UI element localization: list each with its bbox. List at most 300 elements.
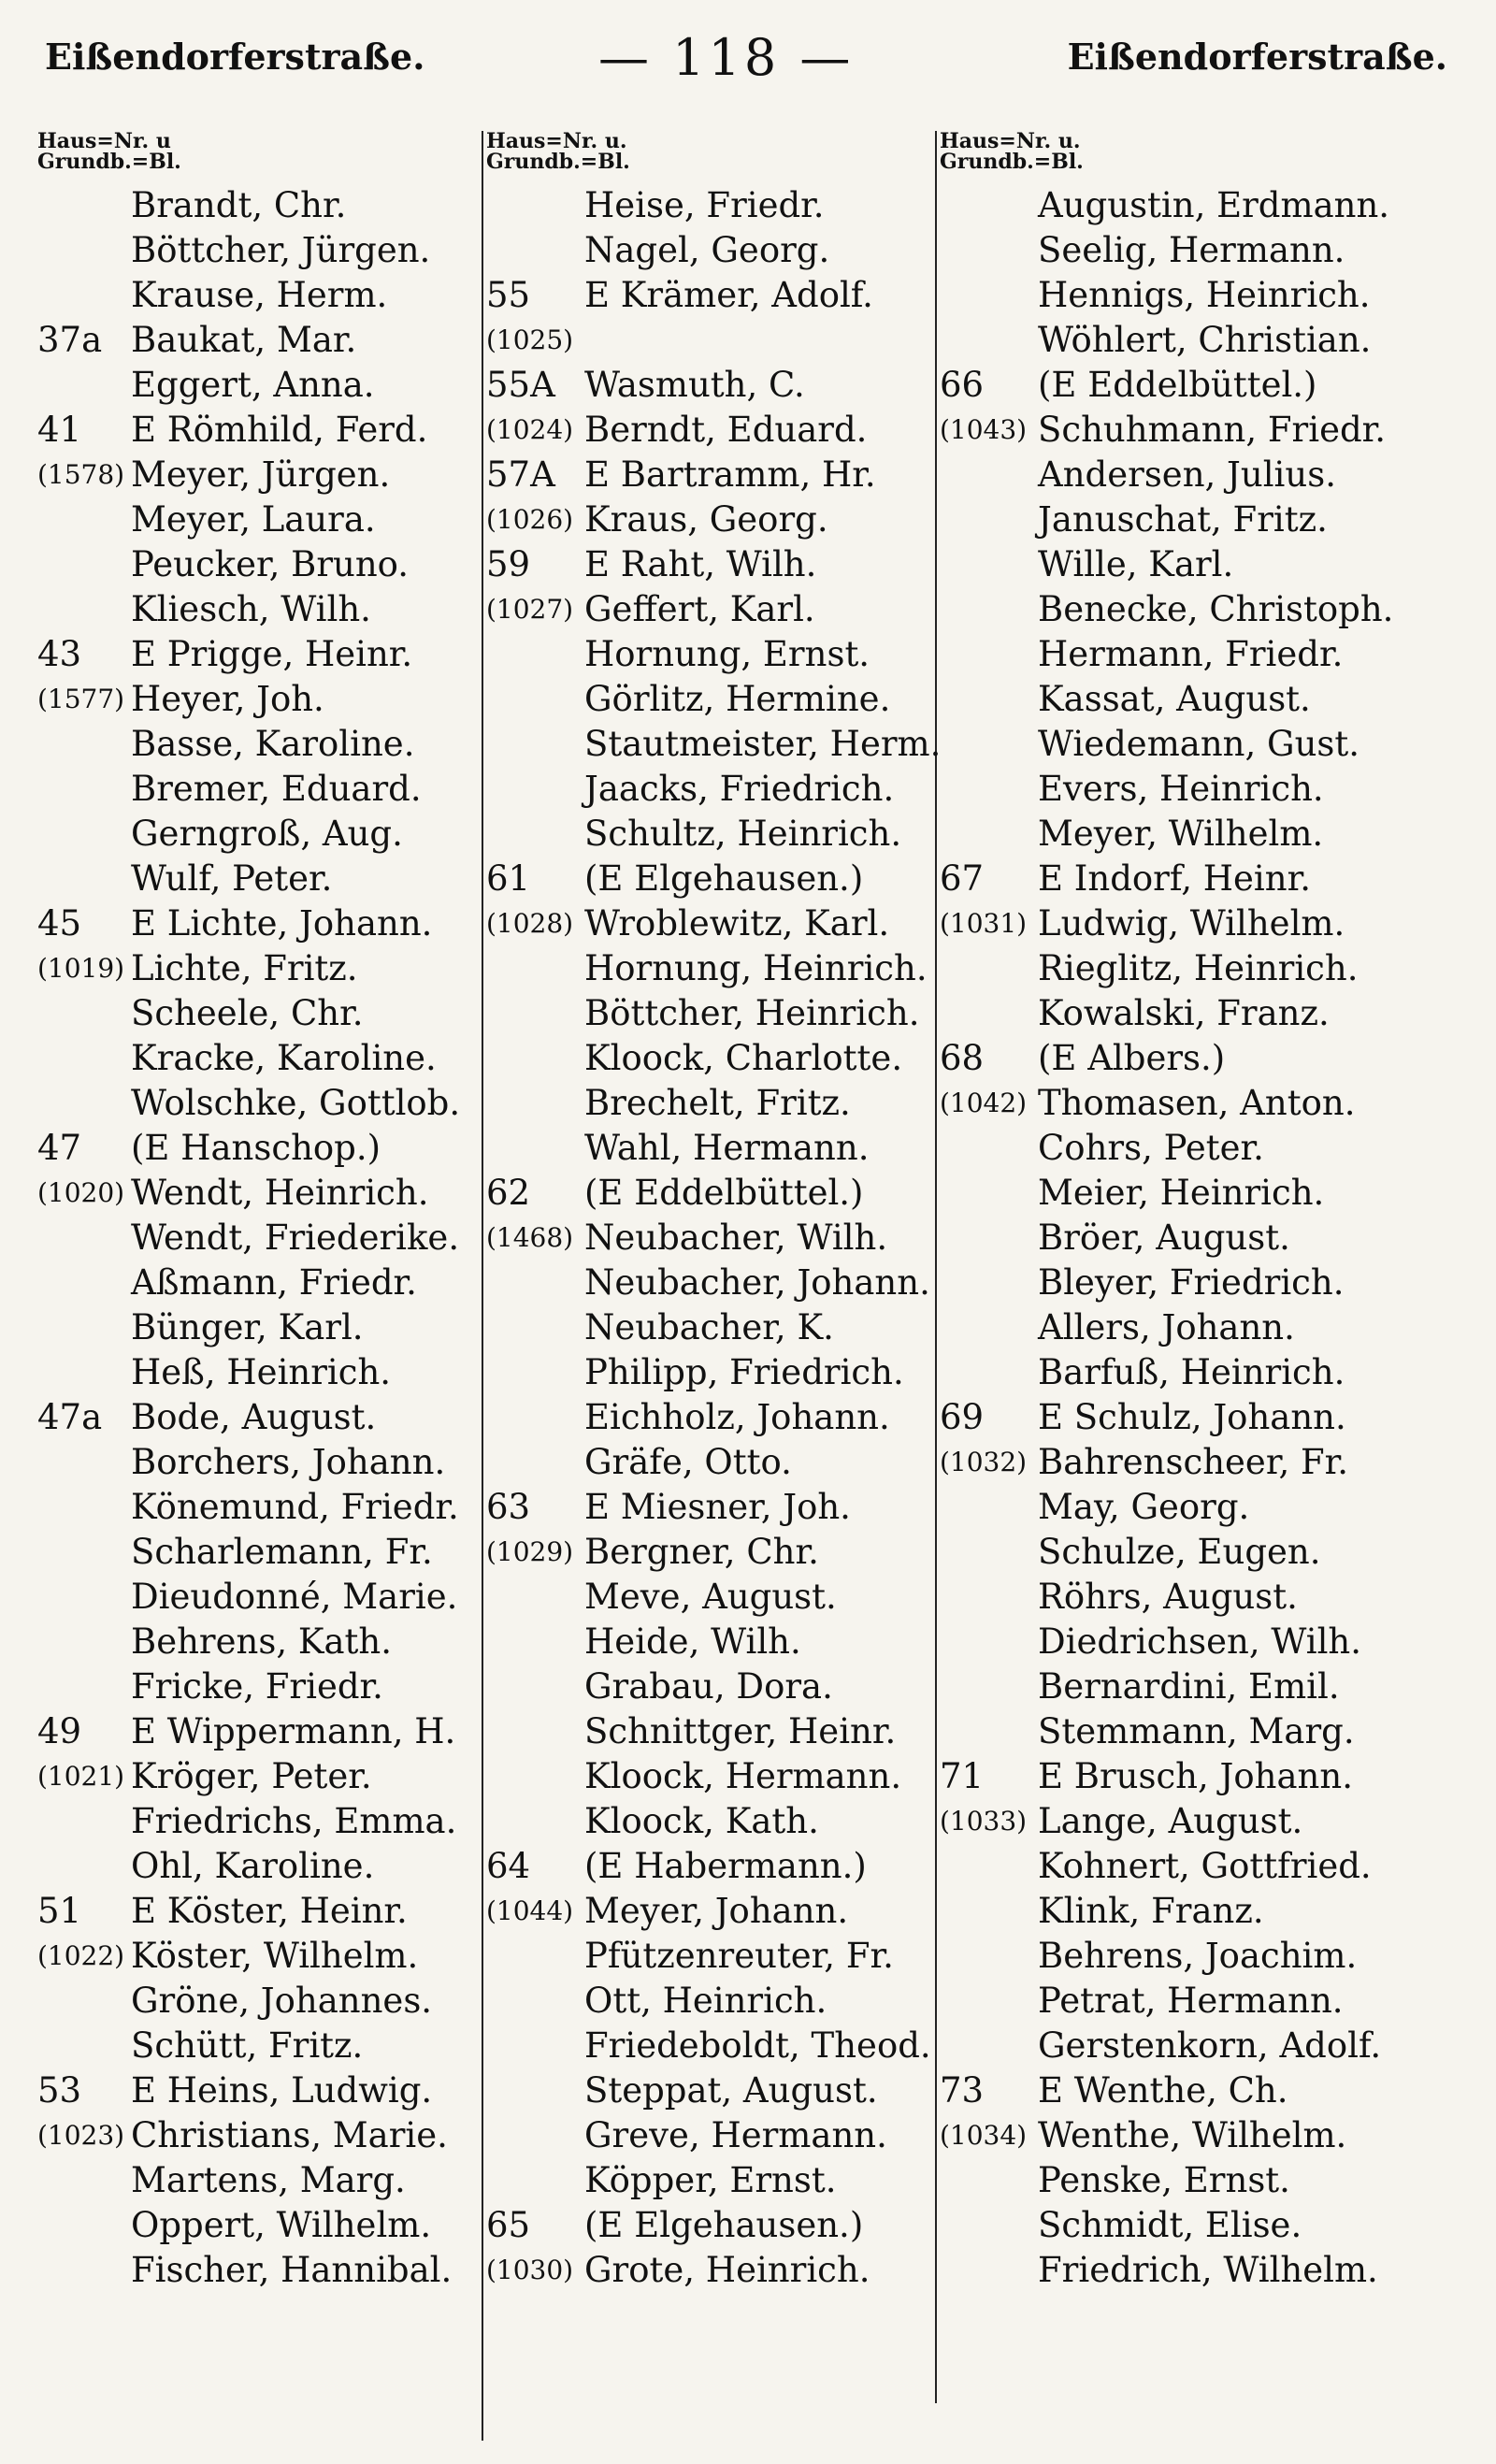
- resident-name: Krause, Herm.: [131, 275, 388, 315]
- directory-entry: [940, 1395, 1407, 1440]
- resident-name: E Köster, Heinr.: [131, 1891, 408, 1931]
- resident-name: Christians, Marie.: [131, 2115, 448, 2155]
- directory-entry: [486, 228, 954, 273]
- resident-name: Januschat, Fritz.: [1038, 499, 1328, 540]
- resident-name: (E Eddelbüttel.): [584, 1173, 864, 1213]
- resident-name: Barfuß, Heinrich.: [1038, 1352, 1345, 1392]
- column-heading: [37, 131, 505, 183]
- resident-name: Kröger, Peter.: [131, 1756, 372, 1796]
- house-number: 69: [940, 1397, 985, 1437]
- resident-name: Heide, Wilh.: [584, 1621, 801, 1662]
- directory-entry: [37, 1171, 505, 1216]
- directory-entry: [37, 722, 505, 767]
- directory-entry: [940, 228, 1407, 273]
- land-register-number: (1468): [486, 1222, 574, 1253]
- resident-name: Gerstenkorn, Adolf.: [1038, 2025, 1382, 2066]
- directory-entry: [37, 587, 505, 632]
- resident-name: E Indorf, Heinr.: [1038, 858, 1311, 899]
- resident-name: E Heins, Ludwig.: [131, 2070, 433, 2111]
- resident-name: Bremer, Eduard.: [131, 769, 422, 809]
- directory-entry: [37, 1305, 505, 1350]
- directory-entry: [37, 991, 505, 1036]
- directory-entry: [37, 1709, 505, 1754]
- resident-name: Hermann, Friedr.: [1038, 634, 1344, 674]
- resident-name: Lange, August.: [1038, 1801, 1303, 1841]
- resident-name: E Bartramm, Hr.: [584, 454, 876, 495]
- resident-name: Klink, Franz.: [1038, 1891, 1264, 1931]
- directory-entry: [940, 453, 1407, 497]
- resident-name: Jaacks, Friedrich.: [584, 769, 895, 809]
- directory-entry: [37, 273, 505, 318]
- directory-entry: [37, 1575, 505, 1620]
- resident-name: Basse, Karoline.: [131, 724, 415, 764]
- house-number: 47: [37, 1128, 82, 1168]
- resident-name: Bröer, August.: [1038, 1218, 1290, 1258]
- resident-name: Brandt, Chr.: [131, 185, 347, 225]
- house-number: 55: [486, 275, 531, 315]
- directory-entry: [486, 2113, 954, 2158]
- directory-entry: [486, 1081, 954, 1126]
- land-register-number: (1577): [37, 684, 125, 714]
- resident-name: Heyer, Joh.: [131, 679, 324, 719]
- directory-entry: [940, 1934, 1407, 1979]
- resident-name: Berndt, Eduard.: [584, 410, 868, 450]
- street-header-left: Eißendorferstraße.: [45, 36, 425, 78]
- resident-name: Friedrich, Wilhelm.: [1038, 2250, 1378, 2290]
- resident-name: Kliesch, Wilh.: [131, 589, 371, 629]
- directory-entry: [940, 2248, 1407, 2293]
- directory-entry: [37, 1934, 505, 1979]
- resident-name: Andersen, Julius.: [1038, 454, 1336, 495]
- resident-name: Steppat, August.: [584, 2070, 878, 2111]
- resident-name: Pfützenreuter, Fr.: [584, 1936, 894, 1976]
- directory-entry: [940, 273, 1407, 318]
- directory-entry: [486, 2068, 954, 2113]
- directory-entry: [37, 2113, 505, 2158]
- directory-entry: [940, 408, 1407, 453]
- directory-entry: [940, 857, 1407, 901]
- resident-name: Bahrenscheer, Fr.: [1038, 1442, 1349, 1482]
- resident-name: Penske, Ernst.: [1038, 2160, 1290, 2200]
- directory-entry: [486, 497, 954, 542]
- directory-entry: [486, 1889, 954, 1934]
- directory-entry: [486, 1305, 954, 1350]
- house-number: 64: [486, 1846, 531, 1886]
- directory-entry: [37, 1844, 505, 1889]
- resident-name: E Wippermann, H.: [131, 1711, 456, 1751]
- directory-entry: [37, 453, 505, 497]
- directory-entry: [486, 1664, 954, 1709]
- directory-entry: [486, 1799, 954, 1844]
- directory-entry: [940, 363, 1407, 408]
- directory-entry: [940, 677, 1407, 722]
- directory-entry: [940, 632, 1407, 677]
- directory-entry: [940, 1979, 1407, 2024]
- resident-name: Borchers, Johann.: [131, 1442, 446, 1482]
- directory-entry: [940, 1844, 1407, 1889]
- directory-entry: [940, 1126, 1407, 1171]
- resident-name: Schnittger, Heinr.: [584, 1711, 897, 1751]
- directory-entry: [37, 901, 505, 946]
- house-number: 45: [37, 903, 82, 944]
- resident-name: Wöhlert, Christian.: [1038, 320, 1372, 360]
- directory-entry: [940, 1530, 1407, 1575]
- resident-name: Meyer, Wilhelm.: [1038, 814, 1324, 854]
- resident-name: Diedrichsen, Wilh.: [1038, 1621, 1362, 1662]
- directory-entry: [486, 1485, 954, 1530]
- directory-entry: [37, 1036, 505, 1081]
- directory-entry: [486, 408, 954, 453]
- directory-entry: [940, 1889, 1407, 1934]
- directory-entry: [486, 677, 954, 722]
- resident-name: Friedrichs, Emma.: [131, 1801, 457, 1841]
- directory-entry: [37, 1530, 505, 1575]
- resident-name: Wendt, Friederike.: [131, 1218, 460, 1258]
- resident-name: Kloock, Hermann.: [584, 1756, 902, 1796]
- directory-entry: [486, 946, 954, 991]
- land-register-number: (1043): [940, 414, 1028, 445]
- directory-entry: [486, 2024, 954, 2068]
- column-heading-house-no: Haus=Nr. u: [37, 129, 171, 153]
- resident-name: Hennigs, Heinrich.: [1038, 275, 1371, 315]
- directory-entry: [37, 363, 505, 408]
- land-register-number: (1026): [486, 504, 574, 535]
- resident-name: Evers, Heinrich.: [1038, 769, 1324, 809]
- directory-entry: [940, 2024, 1407, 2068]
- directory-entry: [37, 1261, 505, 1305]
- land-register-number: (1033): [940, 1806, 1028, 1837]
- directory-entry: [37, 1979, 505, 2024]
- resident-name: Kassat, August.: [1038, 679, 1311, 719]
- resident-name: Köpper, Ernst.: [584, 2160, 837, 2200]
- resident-name: E Raht, Wilh.: [584, 544, 817, 584]
- directory-entry: [486, 1171, 954, 1216]
- directory-entry: [940, 1171, 1407, 1216]
- directory-entry: [486, 542, 954, 587]
- house-number: 51: [37, 1891, 82, 1931]
- resident-name: Kohnert, Gottfried.: [1038, 1846, 1372, 1886]
- land-register-number: (1578): [37, 459, 125, 490]
- resident-name: Gerngroß, Aug.: [131, 814, 403, 854]
- house-number: 65: [486, 2205, 531, 2245]
- directory-entry: [486, 587, 954, 632]
- resident-name: Wolschke, Gottlob.: [131, 1083, 461, 1123]
- resident-name: Stautmeister, Herm.: [584, 724, 942, 764]
- land-register-number: (1029): [486, 1536, 574, 1567]
- resident-name: Grabau, Dora.: [584, 1666, 833, 1707]
- directory-entry: [940, 318, 1407, 363]
- column-2: [486, 131, 954, 2293]
- directory-entry: [940, 901, 1407, 946]
- directory-entry: [940, 991, 1407, 1036]
- directory-entry: [940, 1036, 1407, 1081]
- house-number: 41: [37, 410, 82, 450]
- directory-entry: [940, 1485, 1407, 1530]
- resident-name: (E Eddelbüttel.): [1038, 365, 1317, 405]
- directory-entry: [37, 497, 505, 542]
- directory-entry: [940, 1575, 1407, 1620]
- house-number: 59: [486, 544, 531, 584]
- resident-name: E Lichte, Johann.: [131, 903, 433, 944]
- directory-entry: [486, 2158, 954, 2203]
- resident-name: Hornung, Heinrich.: [584, 948, 928, 988]
- resident-name: Böttcher, Heinrich.: [584, 993, 920, 1033]
- resident-name: Kloock, Kath.: [584, 1801, 819, 1841]
- land-register-number: (1025): [486, 324, 574, 355]
- directory-entry: [37, 677, 505, 722]
- resident-name: Benecke, Christoph.: [1038, 589, 1394, 629]
- resident-name: Scharlemann, Fr.: [131, 1532, 433, 1572]
- resident-name: (E Elgehausen.): [584, 858, 864, 899]
- directory-entry: [940, 1216, 1407, 1261]
- resident-name: Lichte, Fritz.: [131, 948, 358, 988]
- directory-entry: [37, 183, 505, 228]
- resident-name: Gräfe, Otto.: [584, 1442, 792, 1482]
- directory-entry: [486, 991, 954, 1036]
- directory-entry: [940, 1754, 1407, 1799]
- page-number: — 118 —: [598, 28, 855, 87]
- house-number: 68: [940, 1038, 985, 1078]
- resident-name: Görlitz, Hermine.: [584, 679, 891, 719]
- directory-entry: [37, 946, 505, 991]
- land-register-number: (1024): [486, 414, 574, 445]
- resident-name: Seelig, Hermann.: [1038, 230, 1345, 270]
- column-3: [940, 131, 1407, 2293]
- resident-name: Köster, Wilhelm.: [131, 1936, 419, 1976]
- resident-name: Eggert, Anna.: [131, 365, 375, 405]
- resident-name: Eichholz, Johann.: [584, 1397, 890, 1437]
- directory-entry: [486, 1620, 954, 1664]
- resident-name: (E Elgehausen.): [584, 2205, 864, 2245]
- directory-entry: [37, 1485, 505, 1530]
- resident-name: Bleyer, Friedrich.: [1038, 1262, 1345, 1303]
- resident-name: Heß, Heinrich.: [131, 1352, 392, 1392]
- directory-entry: [37, 632, 505, 677]
- directory-entry: [940, 183, 1407, 228]
- resident-name: Bünger, Karl.: [131, 1307, 364, 1347]
- resident-name: Wendt, Heinrich.: [131, 1173, 429, 1213]
- land-register-number: (1028): [486, 908, 574, 939]
- house-number: 66: [940, 365, 985, 405]
- directory-entry: [37, 228, 505, 273]
- directory-entry: [940, 767, 1407, 812]
- resident-name: Baukat, Mar.: [131, 320, 357, 360]
- resident-name: Ohl, Karoline.: [131, 1846, 375, 1886]
- directory-entry: [37, 1126, 505, 1171]
- resident-name: Wulf, Peter.: [131, 858, 333, 899]
- resident-name: (E Albers.): [1038, 1038, 1226, 1078]
- house-number: 53: [37, 2070, 82, 2111]
- directory-entry: [37, 1350, 505, 1395]
- house-number: 57A: [486, 454, 555, 495]
- resident-name: Behrens, Kath.: [131, 1621, 392, 1662]
- resident-name: Martens, Marg.: [131, 2160, 406, 2200]
- column-heading: [486, 131, 954, 183]
- directory-entry: [37, 1216, 505, 1261]
- house-number: 49: [37, 1711, 82, 1751]
- resident-name: E Brusch, Johann.: [1038, 1756, 1353, 1796]
- directory-entry: [486, 1216, 954, 1261]
- land-register-number: (1020): [37, 1177, 125, 1208]
- resident-name: Bernardini, Emil.: [1038, 1666, 1340, 1707]
- resident-name: Grote, Heinrich.: [584, 2250, 870, 2290]
- resident-name: Könemund, Friedr.: [131, 1487, 459, 1527]
- resident-name: Fricke, Friedr.: [131, 1666, 383, 1707]
- resident-name: Meier, Heinrich.: [1038, 1173, 1325, 1213]
- directory-entry: [940, 1664, 1407, 1709]
- directory-entry: [940, 1799, 1407, 1844]
- directory-entry: [486, 1844, 954, 1889]
- directory-entry: [486, 1126, 954, 1171]
- directory-entry: [486, 453, 954, 497]
- land-register-number: (1027): [486, 594, 574, 625]
- directory-entry: [486, 1979, 954, 2024]
- directory-entry: [940, 722, 1407, 767]
- directory-entry: [940, 1081, 1407, 1126]
- land-register-number: (1034): [940, 2120, 1028, 2151]
- directory-entry: [486, 1261, 954, 1305]
- resident-name: Wenthe, Wilhelm.: [1038, 2115, 1347, 2155]
- house-number: 47a: [37, 1397, 103, 1437]
- resident-name: Meyer, Johann.: [584, 1891, 849, 1931]
- house-number: 37a: [37, 320, 103, 360]
- directory-entry: [37, 1395, 505, 1440]
- directory-entry: [37, 1440, 505, 1485]
- resident-name: Hornung, Ernst.: [584, 634, 870, 674]
- land-register-number: (1021): [37, 1761, 125, 1792]
- resident-name: Röhrs, August.: [1038, 1577, 1298, 1617]
- directory-entry: [940, 2068, 1407, 2113]
- resident-name: E Schulz, Johann.: [1038, 1397, 1346, 1437]
- resident-name: Fischer, Hannibal.: [131, 2250, 453, 2290]
- house-number: 55A: [486, 365, 555, 405]
- directory-entry: [486, 1440, 954, 1485]
- resident-name: Schmidt, Elise.: [1038, 2205, 1302, 2245]
- resident-name: Neubacher, Johann.: [584, 1262, 930, 1303]
- resident-name: Scheele, Chr.: [131, 993, 364, 1033]
- resident-name: E Römhild, Ferd.: [131, 410, 428, 450]
- land-register-number: (1044): [486, 1895, 574, 1926]
- resident-name: Petrat, Hermann.: [1038, 1981, 1344, 2021]
- directory-entry: [37, 812, 505, 857]
- resident-name: Brechelt, Fritz.: [584, 1083, 851, 1123]
- directory-entry: [486, 318, 954, 363]
- land-register-number: (1032): [940, 1447, 1028, 1477]
- column-heading-house-no: Haus=Nr. u.: [940, 129, 1081, 153]
- resident-name: Cohrs, Peter.: [1038, 1128, 1264, 1168]
- resident-name: Böttcher, Jürgen.: [131, 230, 431, 270]
- directory-entry: [940, 587, 1407, 632]
- resident-name: Peucker, Bruno.: [131, 544, 410, 584]
- directory-entry: [37, 1620, 505, 1664]
- directory-entry: [486, 632, 954, 677]
- resident-name: Meve, August.: [584, 1577, 837, 1617]
- house-number: 61: [486, 858, 531, 899]
- resident-name: Allers, Johann.: [1038, 1307, 1295, 1347]
- directory-entry: [37, 1754, 505, 1799]
- directory-entry: [486, 1709, 954, 1754]
- directory-entry: [37, 2203, 505, 2248]
- land-register-number: (1022): [37, 1940, 125, 1971]
- resident-name: Schultz, Heinrich.: [584, 814, 902, 854]
- directory-entry: [940, 542, 1407, 587]
- directory-entry: [37, 2068, 505, 2113]
- house-number: 62: [486, 1173, 531, 1213]
- resident-name: Meyer, Jürgen.: [131, 454, 391, 495]
- directory-entry: [486, 1395, 954, 1440]
- resident-name: Augustin, Erdmann.: [1038, 185, 1390, 225]
- directory-entry: [37, 1081, 505, 1126]
- column-heading-land-register: Grundb.=Bl.: [486, 150, 630, 174]
- resident-name: Bergner, Chr.: [584, 1532, 819, 1572]
- land-register-number: (1042): [940, 1088, 1028, 1118]
- directory-entry: [940, 2158, 1407, 2203]
- resident-name: Aßmann, Friedr.: [131, 1262, 417, 1303]
- resident-name: E Prigge, Heinr.: [131, 634, 413, 674]
- directory-entry: [486, 363, 954, 408]
- directory-entry: [486, 812, 954, 857]
- directory-entry: [940, 497, 1407, 542]
- directory-entry: [486, 2203, 954, 2248]
- directory-entry: [486, 183, 954, 228]
- directory-entry: [37, 767, 505, 812]
- directory-entry: [940, 1350, 1407, 1395]
- resident-name: Thomasen, Anton.: [1038, 1083, 1356, 1123]
- directory-entry: [486, 857, 954, 901]
- resident-name: Friedeboldt, Theod.: [584, 2025, 931, 2066]
- directory-entry: [940, 1440, 1407, 1485]
- resident-name: Schuhmann, Friedr.: [1038, 410, 1387, 450]
- resident-name: Wille, Karl.: [1038, 544, 1234, 584]
- resident-name: Nagel, Georg.: [584, 230, 830, 270]
- resident-name: Schulze, Eugen.: [1038, 1532, 1321, 1572]
- directory-entry: [940, 1620, 1407, 1664]
- resident-name: Gröne, Johannes.: [131, 1981, 433, 2021]
- directory-entry: [486, 1350, 954, 1395]
- directory-entry: [940, 946, 1407, 991]
- directory-entry: [486, 1575, 954, 1620]
- resident-name: (E Hanschop.): [131, 1128, 381, 1168]
- land-register-number: (1030): [486, 2255, 574, 2285]
- column-heading-house-no: Haus=Nr. u.: [486, 129, 627, 153]
- column-heading: [940, 131, 1407, 183]
- resident-name: Bode, August.: [131, 1397, 377, 1437]
- land-register-number: (1023): [37, 2120, 125, 2151]
- resident-name: Geffert, Karl.: [584, 589, 815, 629]
- directory-entry: [37, 2248, 505, 2293]
- directory-entry: [940, 1261, 1407, 1305]
- house-number: 67: [940, 858, 985, 899]
- land-register-number: (1019): [37, 953, 125, 984]
- resident-name: Wahl, Hermann.: [584, 1128, 870, 1168]
- directory-entry: [37, 2024, 505, 2068]
- resident-name: Kowalski, Franz.: [1038, 993, 1330, 1033]
- column-1: [37, 131, 505, 2293]
- resident-name: E Wenthe, Ch.: [1038, 2070, 1288, 2111]
- resident-name: Stemmann, Marg.: [1038, 1711, 1355, 1751]
- resident-name: (E Habermann.): [584, 1846, 867, 1886]
- resident-name: Oppert, Wilhelm.: [131, 2205, 432, 2245]
- resident-name: Wiedemann, Gust.: [1038, 724, 1360, 764]
- resident-name: Dieudonné, Marie.: [131, 1577, 458, 1617]
- resident-name: Ott, Heinrich.: [584, 1981, 827, 2021]
- resident-name: Behrens, Joachim.: [1038, 1936, 1358, 1976]
- house-number: 43: [37, 634, 82, 674]
- directory-entry: [940, 812, 1407, 857]
- directory-entry: [486, 273, 954, 318]
- street-header-right: Eißendorferstraße.: [1067, 36, 1447, 78]
- directory-entry: [37, 408, 505, 453]
